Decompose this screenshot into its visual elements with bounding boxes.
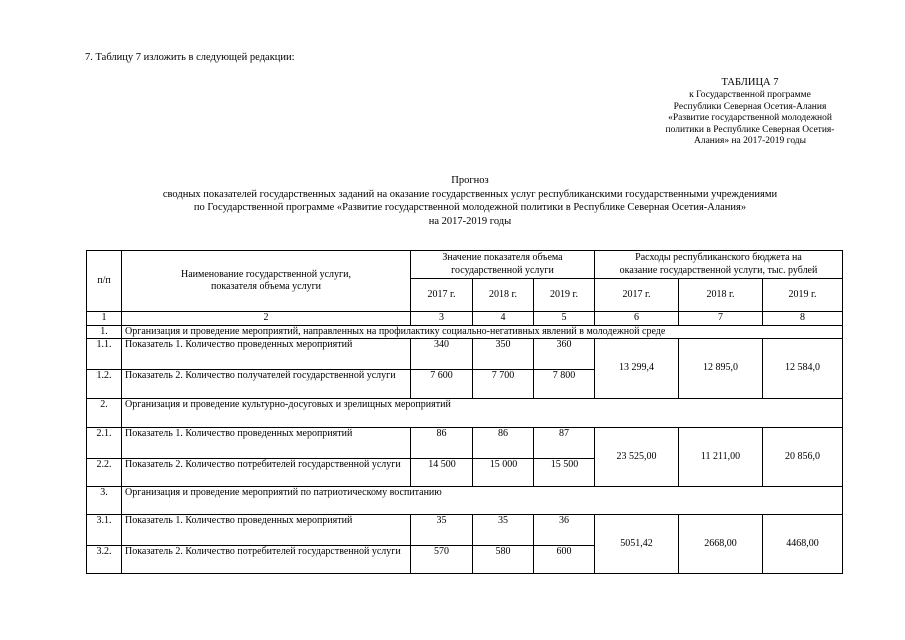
row-num: 1.1. <box>87 339 122 370</box>
expense-value: 12 895,0 <box>679 339 763 399</box>
indicator-value: 86 <box>411 428 473 459</box>
section-num: 1. <box>87 325 122 339</box>
header-year: 2018 г. <box>473 279 534 312</box>
header-year: 2017 г. <box>595 279 679 312</box>
indicator-name: Показатель 1. Количество проведенных мероприятий <box>122 515 411 546</box>
expense-value: 5051,42 <box>595 515 679 574</box>
appendix-line: «Развитие государственной молодежной <box>668 113 832 123</box>
header-service-name: Наименование государственной услуги, показателя объема услуги <box>122 251 411 312</box>
column-number: 5 <box>534 312 595 326</box>
column-number: 8 <box>763 312 843 326</box>
title-line: по Государственной программе «Развитие государственной молодежной политики в Республике Северная Осетия-Алания» <box>193 202 747 213</box>
indicator-value: 15 000 <box>473 459 534 487</box>
header-year: 2018 г. <box>679 279 763 312</box>
expense-value: 4468,00 <box>763 515 843 574</box>
section-num: 3. <box>87 487 122 515</box>
indicator-value: 7 800 <box>534 370 595 399</box>
section-title: Организация и проведение мероприятий по патриотическому воспитанию <box>122 487 843 515</box>
expense-value: 20 856,0 <box>763 428 843 487</box>
indicator-value: 14 500 <box>411 459 473 487</box>
table-name: ТАБЛИЦА 7 <box>721 77 779 88</box>
column-number: 4 <box>473 312 534 326</box>
indicator-value: 86 <box>473 428 534 459</box>
appendix-line: политики в Республике Северная Осетия- <box>665 124 835 135</box>
expense-value: 12 584,0 <box>763 339 843 399</box>
column-number: 6 <box>595 312 679 326</box>
indicator-value: 87 <box>534 428 595 459</box>
indicator-value: 340 <box>411 339 473 370</box>
header-year: 2017 г. <box>411 279 473 312</box>
indicator-name: Показатель 1. Количество проведенных мероприятий <box>122 339 411 370</box>
row-num: 1.2. <box>87 370 122 399</box>
indicator-value: 7 700 <box>473 370 534 399</box>
indicator-value: 7 600 <box>411 370 473 399</box>
expense-value: 11 211,00 <box>679 428 763 487</box>
indicator-value: 360 <box>534 339 595 370</box>
indicator-value: 350 <box>473 339 534 370</box>
section-title: Организация и проведение мероприятий, направленных на профилактику социально-негативных явлений в молодежной среде <box>122 325 843 339</box>
header-year: 2019 г. <box>763 279 843 312</box>
header-expense-group: Расходы республиканского бюджета на оказание государственной услуги, тыс. рублей <box>595 251 843 279</box>
section-title: Организация и проведение культурно-досуговых и зрелищных мероприятий <box>122 399 843 428</box>
header-num: п/п <box>87 251 122 312</box>
document-title <box>60 174 880 228</box>
column-number: 2 <box>122 312 411 326</box>
indicator-name: Показатель 1. Количество проведенных мероприятий <box>122 428 411 459</box>
expense-value: 13 299,4 <box>595 339 679 399</box>
intro-text: 7. Таблицу 7 изложить в следующей редакции: <box>85 52 295 63</box>
forecast-table <box>86 250 843 574</box>
indicator-value: 570 <box>411 546 473 574</box>
section-num: 2. <box>87 399 122 428</box>
row-num: 3.2. <box>87 546 122 574</box>
row-num: 2.1. <box>87 428 122 459</box>
expense-value: 2668,00 <box>679 515 763 574</box>
expense-value: 23 525,00 <box>595 428 679 487</box>
row-num: 3.1. <box>87 515 122 546</box>
indicator-value: 36 <box>534 515 595 546</box>
title-line: сводных показателей государственных заданий на оказание государственных услуг республиканскими государственными учреждениями <box>162 188 778 200</box>
title-line: на 2017-2019 годы <box>428 215 512 227</box>
indicator-name: Показатель 2. Количество получателей государственной услуги <box>122 370 411 399</box>
indicator-name: Показатель 2. Количество потребителей государственной услуги <box>122 546 411 574</box>
column-number: 7 <box>679 312 763 326</box>
appendix-line: к Государственной программе <box>689 90 811 100</box>
indicator-value: 600 <box>534 546 595 574</box>
indicator-name: Показатель 2. Количество потребителей государственной услуги <box>122 459 411 487</box>
indicator-value: 580 <box>473 546 534 574</box>
indicator-value: 15 500 <box>534 459 595 487</box>
appendix-block <box>620 76 880 148</box>
header-year: 2019 г. <box>534 279 595 312</box>
indicator-value: 35 <box>473 515 534 546</box>
column-number: 3 <box>411 312 473 326</box>
appendix-line: Алания» на 2017-2019 годы <box>693 136 807 146</box>
header-indicator-group: Значение показателя объема государственной услуги <box>411 251 595 279</box>
row-num: 2.2. <box>87 459 122 487</box>
title-line: Прогноз <box>451 175 489 186</box>
column-number: 1 <box>87 312 122 326</box>
indicator-value: 35 <box>411 515 473 546</box>
appendix-line: Республики Северная Осетия-Алания <box>673 101 827 112</box>
